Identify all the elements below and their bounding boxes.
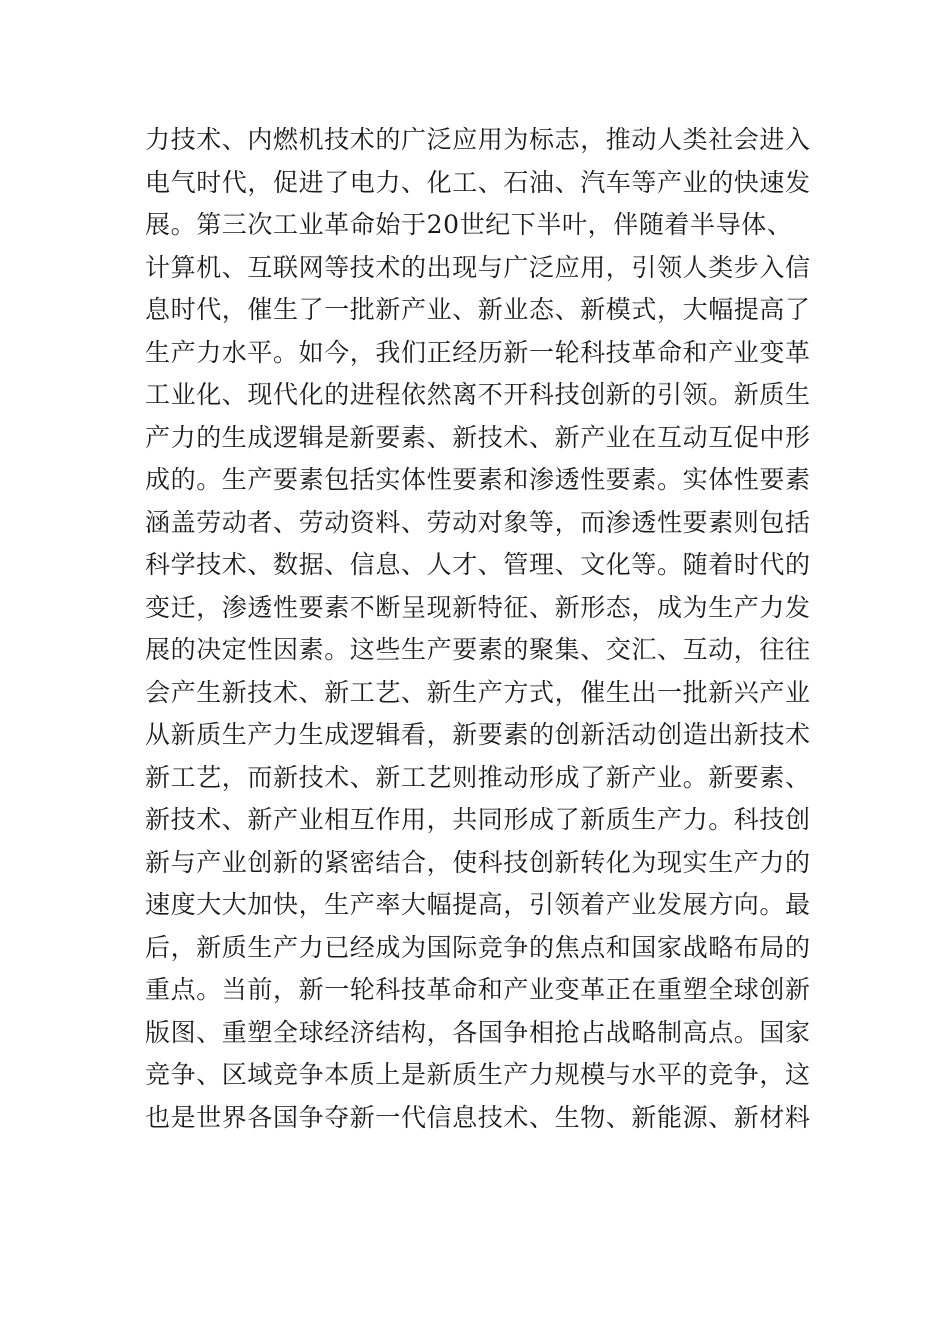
text-line: 电气时代，促进了电力、化工、石油、汽车等产业的快速发 xyxy=(145,167,811,197)
text-line: 速度大大加快，生产率大幅提高，引领着产业发展方向。最 xyxy=(145,890,811,919)
text-line: 展。第三次工业革命始于20世纪下半叶，伴随着半导体、 xyxy=(145,210,793,239)
text-line: 从新质生产力生成逻辑看，新要素的创新活动创造出新技术 xyxy=(145,720,811,749)
text-line: 新与产业创新的紧密结合，使科技创新转化为现实生产力的 xyxy=(145,847,811,877)
text-line: 产力的生成逻辑是新要素、新技术、新产业在互动互促中形 xyxy=(145,422,811,452)
text-line: 会产生新技术、新工艺、新生产方式，催生出一批新兴产业 xyxy=(145,677,811,707)
text-line: 展的决定性因素。这些生产要素的聚集、交汇、互动，往往 xyxy=(145,635,811,664)
text-line: 息时代，催生了一批新产业、新业态、新模式，大幅提高了 xyxy=(145,295,811,324)
text-line: 新工艺，而新技术、新工艺则推动形成了新产业。新要素、 xyxy=(145,762,811,792)
text-line: 重点。当前，新一轮科技革命和产业变革正在重塑全球创新 xyxy=(145,975,811,1004)
text-line: 科学技术、数据、信息、人才、管理、文化等。随着时代的 xyxy=(145,550,811,579)
text-line: 变迁，渗透性要素不断呈现新特征、新形态，成为生产力发 xyxy=(145,592,811,622)
text-line: 力技术、内燃机技术的广泛应用为标志，推动人类社会进入 xyxy=(145,125,811,154)
text-line: 计算机、互联网等技术的出现与广泛应用，引领人类步入信 xyxy=(145,252,811,282)
text-line: 新技术、新产业相互作用，共同形成了新质生产力。科技创 xyxy=(145,805,811,834)
text-line: 版图、重塑全球经济结构，各国争相抢占战略制高点。国家 xyxy=(145,1017,811,1047)
text-line: 工业化、现代化的进程依然离不开科技创新的引领。新质生 xyxy=(145,380,811,409)
text-line: 成的。生产要素包括实体性要素和渗透性要素。实体性要素 xyxy=(145,465,811,494)
body-text xyxy=(145,119,815,1139)
text-line: 也是世界各国争夺新一代信息技术、生物、新能源、新材料 xyxy=(145,1102,811,1132)
text-line: 后，新质生产力已经成为国际竞争的焦点和国家战略布局的 xyxy=(145,932,811,962)
text-line: 生产力水平。如今，我们正经历新一轮科技革命和产业变革 xyxy=(145,337,811,367)
text-line: 竞争、区域竞争本质上是新质生产力规模与水平的竞争，这 xyxy=(145,1060,811,1089)
text-line: 涵盖劳动者、劳动资料、劳动对象等，而渗透性要素则包括 xyxy=(145,507,811,537)
